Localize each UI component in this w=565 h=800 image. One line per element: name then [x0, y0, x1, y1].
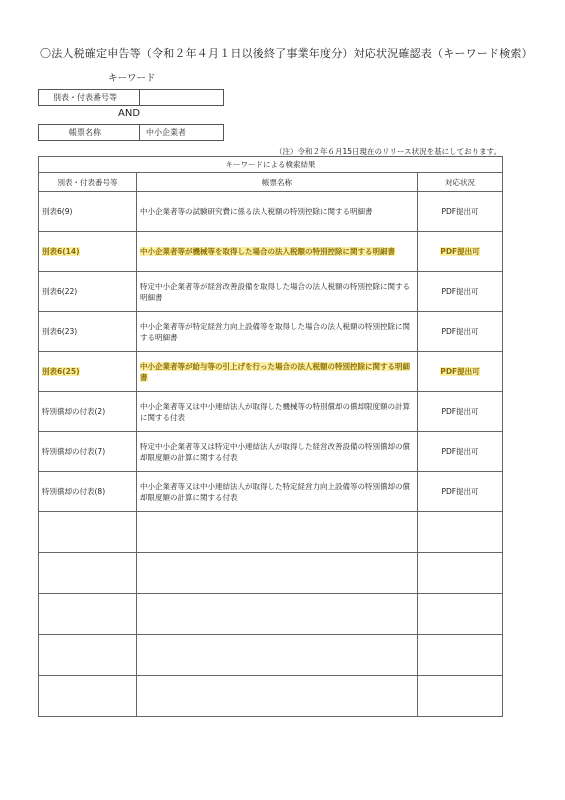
filter-number-value[interactable] [139, 90, 223, 105]
row-status [418, 232, 503, 272]
row-status [418, 472, 503, 512]
page-title: 〇法人税確定申告等（令和２年４月１日以後終了事業年度分）対応状況確認表（キーワード検索） [40, 47, 533, 60]
release-note: （注）令和２年６月15日現在のリリース状況を基にしております。 [275, 147, 502, 156]
filter-name-value[interactable]: 中小企業者 [139, 125, 223, 140]
empty-cell [418, 635, 503, 676]
empty-cell [418, 553, 503, 594]
row-status-text: PDF提出可 [441, 487, 479, 496]
filter-number-box [38, 89, 224, 106]
row-form-name [137, 352, 418, 392]
table-row [39, 312, 503, 352]
empty-cell [137, 635, 418, 676]
row-status-text: PDF提出可 [441, 287, 479, 296]
row-number [39, 272, 137, 312]
row-form-name [137, 472, 418, 512]
filter-name-label: 帳票名称 [69, 128, 101, 137]
row-number [39, 432, 137, 472]
empty-cell [39, 635, 137, 676]
results-caption: キーワードによる検索結果 [39, 157, 503, 173]
table-row [39, 272, 503, 312]
row-number [39, 312, 137, 352]
row-number-text: 別表6(9) [42, 207, 73, 216]
row-status-text: PDF提出可 [441, 447, 479, 456]
row-status [418, 272, 503, 312]
row-form-name [137, 432, 418, 472]
empty-cell [39, 676, 137, 717]
row-status-text: PDF提出可 [440, 367, 480, 376]
empty-row [39, 594, 503, 635]
table-row [39, 472, 503, 512]
row-status-text: PDF提出可 [440, 247, 480, 256]
empty-cell [137, 512, 418, 553]
empty-cell [39, 594, 137, 635]
empty-cell [137, 553, 418, 594]
row-form-name-text: 特定中小企業者等が経営改善設備を取得した場合の法人税額の特別控除に関する明細書 [140, 281, 410, 302]
results-body [39, 192, 503, 717]
row-form-name-text: 中小企業者等が機械等を取得した場合の法人税額の特別控除に関する明細書 [140, 247, 395, 256]
empty-cell [39, 553, 137, 594]
row-form-name [137, 272, 418, 312]
row-status-text: PDF提出可 [441, 407, 479, 416]
row-number-text: 別表6(14) [42, 247, 80, 256]
empty-cell [137, 676, 418, 717]
row-form-name-text: 中小企業者等又は中小連結法人が取得した特定経営力向上設備等の特別償却の償却限度額の計算に関する付表 [140, 481, 410, 502]
row-number-text: 別表6(25) [42, 367, 80, 376]
row-number-text: 特別償却の付表(7) [42, 447, 106, 456]
empty-cell [137, 594, 418, 635]
row-form-name [137, 312, 418, 352]
row-form-name [137, 232, 418, 272]
row-number [39, 232, 137, 272]
row-number-text: 別表6(22) [42, 287, 78, 296]
row-number-text: 特別償却の付表(2) [42, 407, 106, 416]
empty-row [39, 635, 503, 676]
empty-row [39, 676, 503, 717]
row-form-name-text: 特定中小企業者等又は特定中小連結法人が取得した経営改善設備の特別償却の償却限度額の計算に関する付表 [140, 441, 410, 462]
row-number-text: 別表6(23) [42, 327, 78, 336]
table-row [39, 232, 503, 272]
row-status-text: PDF提出可 [441, 207, 479, 216]
table-row [39, 192, 503, 232]
empty-row [39, 553, 503, 594]
row-form-name-text: 中小企業者等が給与等の引上げを行った場合の法人税額の特別控除に関する明細書 [140, 361, 410, 382]
row-number [39, 352, 137, 392]
empty-row [39, 512, 503, 553]
table-row [39, 352, 503, 392]
table-row [39, 392, 503, 432]
row-number [39, 472, 137, 512]
row-status [418, 352, 503, 392]
header-number: 別表・付表番号等 [39, 173, 137, 192]
row-number [39, 192, 137, 232]
filter-number-label: 別表・付表番号等 [53, 93, 117, 102]
header-status: 対応状況 [418, 173, 503, 192]
row-status [418, 392, 503, 432]
and-operator-label: AND [118, 108, 141, 119]
keyword-label: キーワード [108, 73, 156, 84]
row-form-name-text: 中小企業者等が特定経営力向上設備等を取得した場合の法人税額の特別控除に関する明細書 [140, 321, 410, 342]
table-row [39, 432, 503, 472]
empty-cell [418, 676, 503, 717]
results-table [38, 156, 503, 717]
row-form-name-text: 中小企業者等又は中小連結法人が取得した機械等の特別償却の償却限度額の計算に関する付表 [140, 401, 410, 422]
row-form-name [137, 392, 418, 432]
header-name: 帳票名称 [137, 173, 418, 192]
empty-cell [418, 594, 503, 635]
row-form-name [137, 192, 418, 232]
row-number-text: 特別償却の付表(8) [42, 487, 106, 496]
row-status-text: PDF提出可 [441, 327, 479, 336]
empty-cell [418, 512, 503, 553]
row-number [39, 392, 137, 432]
row-status [418, 192, 503, 232]
row-status [418, 312, 503, 352]
empty-cell [39, 512, 137, 553]
row-form-name-text: 中小企業者等の試験研究費に係る法人税額の特別控除に関する明細書 [140, 207, 373, 216]
filter-name-box [38, 124, 224, 141]
row-status [418, 432, 503, 472]
